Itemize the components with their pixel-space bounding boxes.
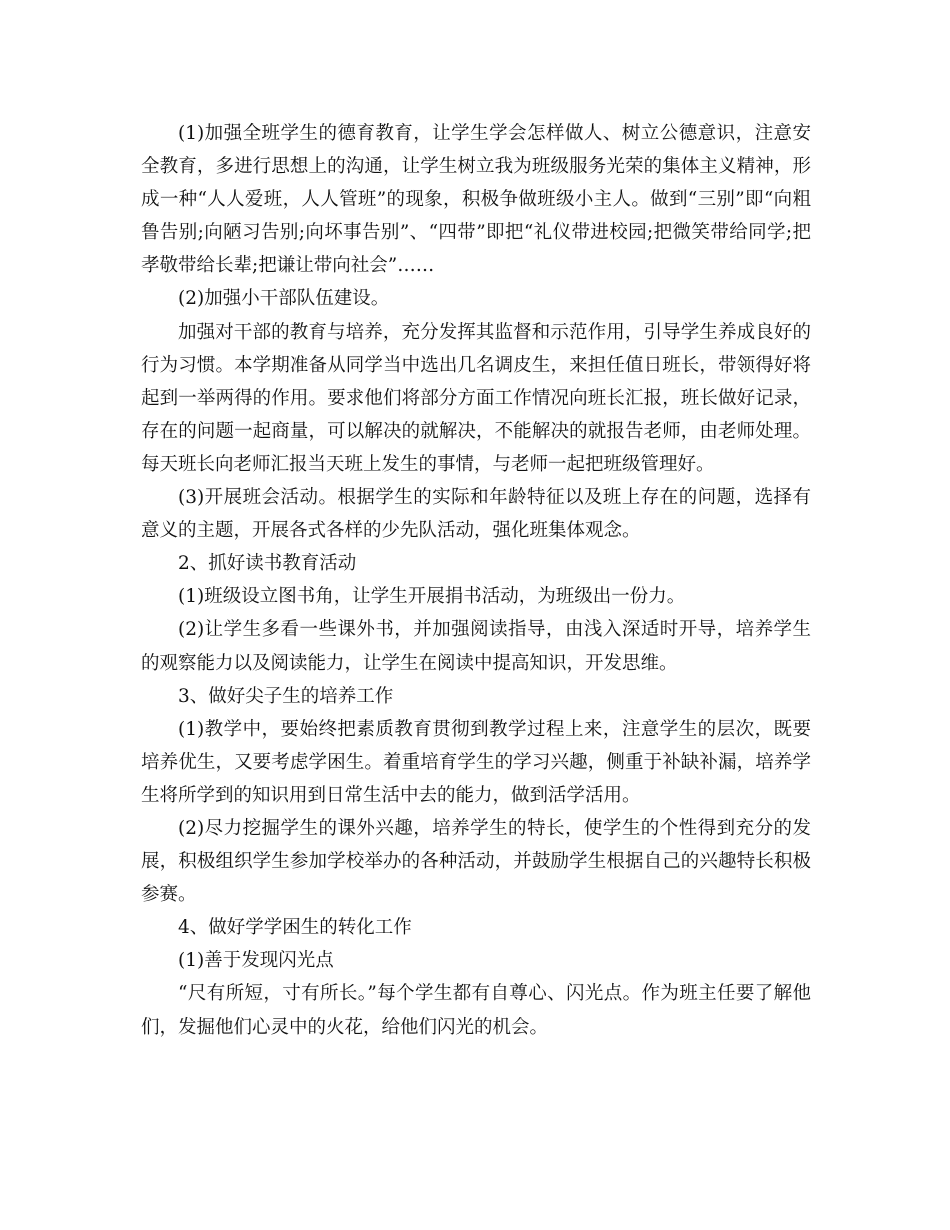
- paragraph-quality-education: (1)教学中，要始终把素质教育贯彻到教学过程上来，注意学生的层次，既要培养优生，又要考虑学困生。着重培育学生的学习兴趣，侧重于补缺补漏，培养学生将所学到的知识用到日常生活中去的能力，做到活学活用。: [141, 718, 811, 806]
- document-body: [141, 117, 811, 1044]
- paragraph-moral-education: (1)加强全班学生的德育教育，让学生学会怎样做人、树立公德意识，注意安全教育，多进行思想上的沟通，让学生树立我为班级服务光荣的集体主义精神，形成一种“人人爱班，人人管班”的现象，积极争做班级小主人。做到“三别”即“向粗鲁告别;向陋习告别;向坏事告别”、“四带”即把“礼仪带进校园;把微笑带给同学;把孝敬带给长辈;把谦让带向社会”……: [141, 123, 811, 277]
- paragraph-cadre-team: (2)加强小干部队伍建设。: [178, 288, 390, 310]
- paragraph-self-esteem: “尺有所短，寸有所长。”每个学生都有自尊心、闪光点。作为班主任要了解他们，发掘他们心灵中的火花，给他们闪光的机会。: [141, 983, 811, 1038]
- section-heading-top-students: 3、做好尖子生的培养工作: [178, 685, 394, 707]
- paragraph-extra-reading: (2)让学生多看一些课外书，并加强阅读指导，由浅入深适时开导，培养学生的观察能力以及阅读能力，让学生在阅读中提高知识，开发思维。: [141, 619, 811, 674]
- section-heading-struggling-students: 4、做好学学困生的转化工作: [178, 917, 412, 939]
- paragraph-cadre-training: 加强对干部的教育与培养，充分发挥其监督和示范作用，引导学生养成良好的行为习惯。本学期准备从同学当中选出几名调皮生，来担任值日班长，带领得好将起到一举两得的作用。要求他们将部分方面工作情况向班长汇报，班长做好记录，存在的问题一起商量，可以解决的就解决，不能解决的就报告老师，由老师处理。每天班长向老师汇报当天班上发生的事情，与老师一起把班级管理好。: [141, 321, 811, 475]
- paragraph-interests: (2)尽力挖掘学生的课外兴趣，培养学生的特长，使学生的个性得到充分的发展，积极组织学生参加学校举办的各种活动，并鼓励学生根据自己的兴趣特长积极参赛。: [141, 817, 811, 906]
- paragraph-find-highlights: (1)善于发现闪光点: [178, 950, 334, 972]
- paragraph-class-meeting: (3)开展班会活动。根据学生的实际和年龄特征以及班上存在的问题，选择有意义的主题，开展各式各样的少先队活动，强化班集体观念。: [141, 487, 811, 542]
- paragraph-book-corner: (1)班级设立图书角，让学生开展捐书活动，为班级出一份力。: [178, 586, 686, 608]
- section-heading-reading: 2、抓好读书教育活动: [178, 553, 357, 575]
